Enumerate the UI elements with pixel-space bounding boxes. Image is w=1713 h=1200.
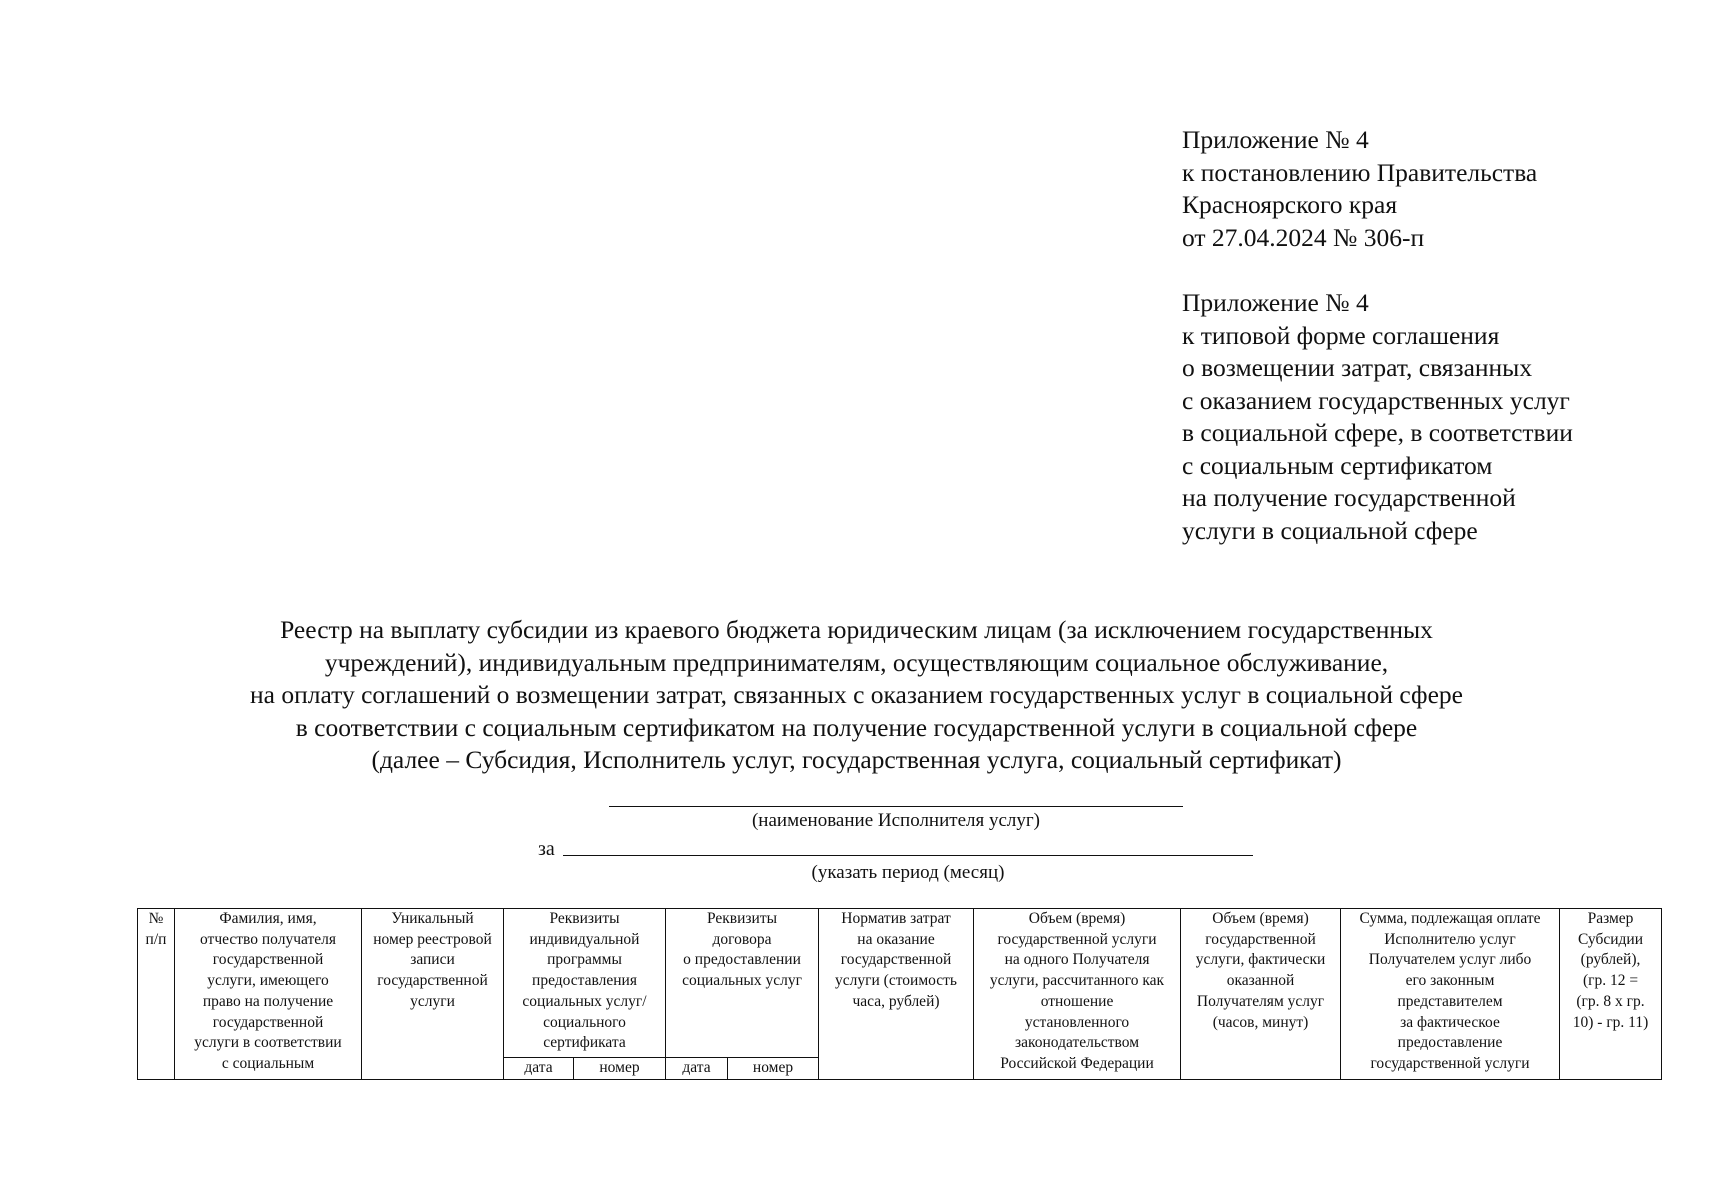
subheader-program-number: номер <box>574 1058 666 1080</box>
header-recipient-name: Фамилия, имя, отчество получателя государственной услуги, имеющего право на получение государственной услуги в соответствии с социальным <box>175 909 362 1080</box>
header-volume-per-recipient: Объем (время) государственной услуги на одного Получателя услуги, рассчитанного как отношение установленного законодательством Российской Федерации <box>974 909 1181 1080</box>
document-title <box>150 614 1563 777</box>
appendix-line: Приложение № 4 <box>1182 288 1369 317</box>
header-program-details: Реквизиты индивидуальной программы предоставления социальных услуг/ социального сертификата <box>504 909 666 1058</box>
table-header-row <box>138 909 1662 1058</box>
appendix-line: в социальной сфере, в соответствии <box>1182 418 1573 447</box>
appendix-line: от 27.04.2024 № 306-п <box>1182 222 1425 252</box>
appendix-government-resolution <box>1182 124 1702 254</box>
period-caption: (указать период (месяц) <box>811 862 1005 883</box>
appendix-line: Приложение № 4 <box>1182 125 1369 154</box>
appendix-line: о возмещении затрат, связанных <box>1182 353 1533 382</box>
subheader-program-date: дата <box>504 1058 574 1080</box>
header-number: № п/п <box>138 909 175 1080</box>
period-blank-line[interactable] <box>563 855 1253 856</box>
appendix-line: с социальным сертификатом <box>1182 450 1493 480</box>
appendix-line: услуги в социальной сфере <box>1182 515 1478 545</box>
executor-name-caption: (наименование Исполнителя услуг) <box>751 810 1041 831</box>
executor-name-blank-line[interactable] <box>609 806 1183 807</box>
appendix-line: на получение государственной <box>1182 483 1516 512</box>
title-line: Реестр на выплату субсидии из краевого бюджета юридическим лицам (за исключением государственных <box>280 615 1433 644</box>
header-registry-record-number: Уникальный номер реестровой записи государственной услуги <box>362 909 504 1080</box>
subheader-contract-number: номер <box>728 1058 819 1080</box>
title-line: (далее – Субсидия, Исполнитель услуг, государственная услуга, социальный сертификат) <box>371 745 1342 774</box>
title-line: учреждений), индивидуальным предпринимателям, осуществляющим социальное обслуживание, <box>324 647 1389 677</box>
header-cost-norm: Норматив затрат на оказание государственной услуги (стоимость часа, рублей) <box>819 909 974 1080</box>
registry-table <box>137 908 1662 1080</box>
title-line: на оплату соглашений о возмещении затрат, связанных с оказанием государственных услуг в социальной сфере <box>250 680 1463 709</box>
header-volume-actual: Объем (время) государственной услуги, фактически оказанной Получателям услуг (часов, минут) <box>1181 909 1341 1080</box>
header-subsidy-amount: Размер Субсидии (рублей), (гр. 12 = (гр. 8 х гр. 10) - гр. 11) <box>1560 909 1662 1080</box>
appendix-line: к типовой форме соглашения <box>1182 320 1500 350</box>
appendix-line: к постановлению Правительства <box>1182 157 1538 187</box>
appendix-standard-form <box>1182 287 1702 547</box>
title-line: в соответствии с социальным сертификатом на получение государственной услуги в социальной сфере <box>295 712 1418 742</box>
header-payment-sum: Сумма, подлежащая оплате Исполнителю услуг Получателем услуг либо его законным представителем за фактическое предоставление государственной услуги <box>1341 909 1560 1080</box>
header-contract-details: Реквизиты договора о предоставлении социальных услуг <box>666 909 819 1058</box>
period-label: за <box>538 838 555 860</box>
subheader-contract-date: дата <box>666 1058 728 1080</box>
appendix-line: с оказанием государственных услуг <box>1182 385 1570 415</box>
appendix-line: Красноярского края <box>1182 190 1398 219</box>
